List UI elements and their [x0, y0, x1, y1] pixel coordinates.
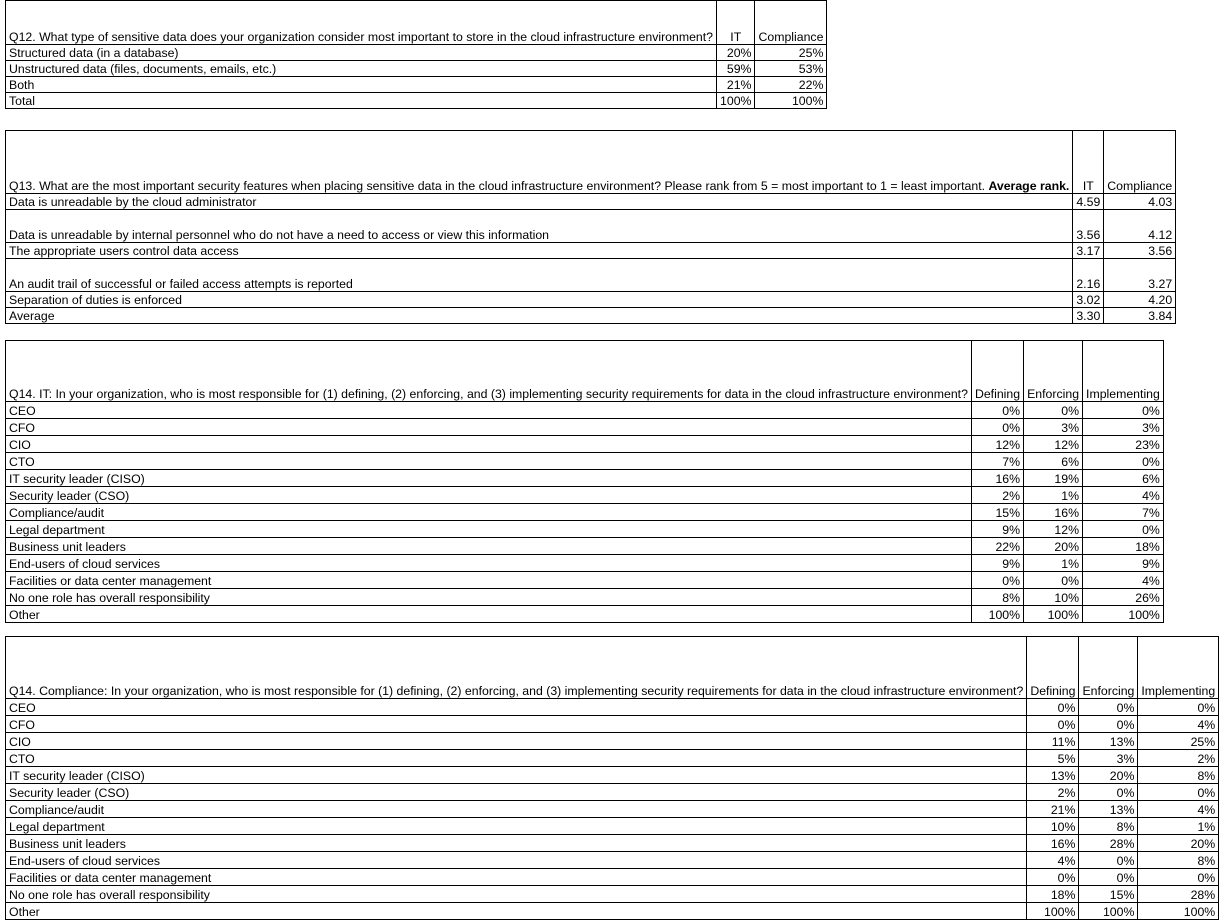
cell-value: 4%: [1138, 716, 1219, 733]
cell-value: 12%: [971, 436, 1023, 453]
table-row: [6, 784, 1219, 801]
table-row: [6, 767, 1219, 784]
row-label: Security leader (CSO): [6, 487, 972, 504]
row-label: CTO: [6, 453, 972, 470]
cell-value: 3.27: [1104, 259, 1176, 292]
cell-value: 0%: [971, 402, 1023, 419]
cell-value: 0%: [1083, 402, 1164, 419]
cell-value: 59%: [717, 61, 755, 77]
q13-question-bold: Average rank.: [988, 178, 1070, 193]
row-label: CIO: [6, 733, 1027, 750]
cell-value: 3%: [1079, 750, 1138, 767]
cell-value: 4%: [1083, 572, 1164, 589]
cell-value: 13%: [1027, 767, 1079, 784]
col-header-implementing: Implementing: [1138, 637, 1219, 699]
cell-value: 21%: [717, 77, 755, 93]
cell-value: 20%: [1079, 767, 1138, 784]
cell-value: 3.56: [1073, 210, 1104, 243]
cell-value: 9%: [971, 521, 1023, 538]
cell-value: 4.03: [1104, 194, 1176, 210]
table-row: [6, 61, 827, 77]
table-row: [6, 419, 1164, 436]
cell-value: 11%: [1027, 733, 1079, 750]
table-row: [6, 308, 1176, 324]
cell-value: 28%: [1079, 835, 1138, 852]
cell-value: 0%: [971, 572, 1023, 589]
row-label: Structured data (in a database): [6, 45, 717, 61]
table-row: [6, 45, 827, 61]
row-label: CEO: [6, 402, 972, 419]
cell-value: 3.17: [1073, 243, 1104, 259]
cell-value: 0%: [1027, 869, 1079, 886]
cell-value: 0%: [1079, 716, 1138, 733]
cell-value: 4%: [1138, 801, 1219, 818]
cell-value: 0%: [1079, 852, 1138, 869]
cell-value: 16%: [1027, 835, 1079, 852]
row-label: Unstructured data (files, documents, emails, etc.): [6, 61, 717, 77]
cell-value: 1%: [1024, 487, 1083, 504]
q14-compliance-header-row: [6, 637, 1219, 699]
cell-value: 28%: [1138, 886, 1219, 903]
cell-value: 25%: [755, 45, 827, 61]
row-label: Total: [6, 93, 717, 109]
cell-value: 20%: [717, 45, 755, 61]
table-row: [6, 589, 1164, 606]
row-label: No one role has overall responsibility: [6, 589, 972, 606]
table-row: [6, 572, 1164, 589]
row-label: Facilities or data center management: [6, 869, 1027, 886]
cell-value: 22%: [971, 538, 1023, 555]
cell-value: 18%: [1083, 538, 1164, 555]
row-label: End-users of cloud services: [6, 852, 1027, 869]
cell-value: 15%: [1079, 886, 1138, 903]
cell-value: 20%: [1138, 835, 1219, 852]
table-row: [6, 487, 1164, 504]
cell-value: 100%: [1079, 903, 1138, 920]
q12-table: [5, 0, 827, 109]
row-label: Legal department: [6, 818, 1027, 835]
cell-value: 25%: [1138, 733, 1219, 750]
row-label: Facilities or data center management: [6, 572, 972, 589]
cell-value: 100%: [1027, 903, 1079, 920]
cell-value: 2%: [1027, 784, 1079, 801]
cell-value: 8%: [1138, 767, 1219, 784]
row-label: Data is unreadable by internal personnel who do not have a need to access or view this information: [6, 210, 1073, 243]
cell-value: 7%: [971, 453, 1023, 470]
row-label: IT security leader (CISO): [6, 470, 972, 487]
cell-value: 53%: [755, 61, 827, 77]
cell-value: 100%: [717, 93, 755, 109]
cell-value: 100%: [1138, 903, 1219, 920]
q14-it-body: [6, 402, 1164, 623]
cell-value: 4%: [1083, 487, 1164, 504]
col-header-implementing: Implementing: [1083, 341, 1164, 402]
cell-value: 10%: [1024, 589, 1083, 606]
cell-value: 0%: [1083, 453, 1164, 470]
cell-value: 0%: [1079, 869, 1138, 886]
table-row: [6, 504, 1164, 521]
cell-value: 16%: [971, 470, 1023, 487]
row-label: End-users of cloud services: [6, 555, 972, 572]
table-row: [6, 903, 1219, 920]
table-row: [6, 733, 1219, 750]
cell-value: 23%: [1083, 436, 1164, 453]
cell-value: 0%: [1138, 869, 1219, 886]
cell-value: 9%: [971, 555, 1023, 572]
cell-value: 12%: [1024, 436, 1083, 453]
cell-value: 7%: [1083, 504, 1164, 521]
cell-value: 0%: [1024, 572, 1083, 589]
cell-value: 20%: [1024, 538, 1083, 555]
col-header-enforcing: Enforcing: [1024, 341, 1083, 402]
q14-it-header-row: [6, 341, 1164, 402]
cell-value: 4.12: [1104, 210, 1176, 243]
cell-value: 0%: [1027, 716, 1079, 733]
cell-value: 1%: [1024, 555, 1083, 572]
row-label: CEO: [6, 699, 1027, 716]
q14-it-question: Q14. IT: In your organization, who is most responsible for (1) defining, (2) enforcing, and (3) implementing security requirements for data in the cloud infrastructure environment?: [6, 341, 972, 402]
col-header-compliance: Compliance: [755, 1, 827, 45]
cell-value: 100%: [971, 606, 1023, 623]
table-row: [6, 818, 1219, 835]
row-label: Compliance/audit: [6, 801, 1027, 818]
cell-value: 0%: [1079, 699, 1138, 716]
cell-value: 1%: [1138, 818, 1219, 835]
row-label: Legal department: [6, 521, 972, 538]
cell-value: 3%: [1024, 419, 1083, 436]
cell-value: 16%: [1024, 504, 1083, 521]
cell-value: 2.16: [1073, 259, 1104, 292]
table-row: [6, 716, 1219, 733]
table-row: [6, 750, 1219, 767]
table-row: [6, 699, 1219, 716]
cell-value: 0%: [1027, 699, 1079, 716]
cell-value: 0%: [1079, 784, 1138, 801]
row-label: An audit trail of successful or failed access attempts is reported: [6, 259, 1073, 292]
cell-value: 12%: [1024, 521, 1083, 538]
cell-value: 15%: [971, 504, 1023, 521]
cell-value: 13%: [1079, 733, 1138, 750]
q12-header-row: [6, 1, 827, 45]
q12-question: Q12. What type of sensitive data does your organization consider most important to store in the cloud infrastructure environment?: [6, 1, 717, 45]
row-label: No one role has overall responsibility: [6, 886, 1027, 903]
table-row: [6, 886, 1219, 903]
cell-value: 22%: [755, 77, 827, 93]
row-label: Business unit leaders: [6, 835, 1027, 852]
cell-value: 5%: [1027, 750, 1079, 767]
table-row: [6, 521, 1164, 538]
row-label: Both: [6, 77, 717, 93]
cell-value: 0%: [1138, 784, 1219, 801]
table-row: [6, 436, 1164, 453]
table-row: [6, 555, 1164, 572]
q14-compliance-question: Q14. Compliance: In your organization, who is most responsible for (1) defining, (2) enforcing, and (3) implementing security requirements for data in the cloud infrastructure environment?: [6, 637, 1027, 699]
cell-value: 100%: [755, 93, 827, 109]
q13-question: [6, 131, 1073, 194]
cell-value: 21%: [1027, 801, 1079, 818]
table-row: [6, 243, 1176, 259]
table-row: [6, 93, 827, 109]
col-header-it: IT: [717, 1, 755, 45]
cell-value: 8%: [1138, 852, 1219, 869]
cell-value: 18%: [1027, 886, 1079, 903]
cell-value: 8%: [1079, 818, 1138, 835]
q13-header-row: [6, 131, 1176, 194]
row-label: Other: [6, 606, 972, 623]
row-label: IT security leader (CISO): [6, 767, 1027, 784]
cell-value: 9%: [1083, 555, 1164, 572]
cell-value: 6%: [1024, 453, 1083, 470]
cell-value: 0%: [971, 419, 1023, 436]
row-label: The appropriate users control data access: [6, 243, 1073, 259]
table-row: [6, 852, 1219, 869]
row-label: CFO: [6, 716, 1027, 733]
table-row: [6, 470, 1164, 487]
table-row: [6, 77, 827, 93]
table-row: [6, 259, 1176, 292]
cell-value: 4.59: [1073, 194, 1104, 210]
table-row: [6, 210, 1176, 243]
q14-compliance-table: [5, 636, 1219, 920]
table-row: [6, 292, 1176, 308]
q14-it-table: [5, 340, 1164, 623]
row-label: Security leader (CSO): [6, 784, 1027, 801]
row-label: Data is unreadable by the cloud administrator: [6, 194, 1073, 210]
cell-value: 3.84: [1104, 308, 1176, 324]
cell-value: 2%: [971, 487, 1023, 504]
cell-value: 6%: [1083, 470, 1164, 487]
cell-value: 26%: [1083, 589, 1164, 606]
cell-value: 10%: [1027, 818, 1079, 835]
cell-value: 0%: [1083, 521, 1164, 538]
col-header-it: IT: [1073, 131, 1104, 194]
cell-value: 3%: [1083, 419, 1164, 436]
row-label: Business unit leaders: [6, 538, 972, 555]
table-row: [6, 194, 1176, 210]
table-row: [6, 402, 1164, 419]
table-row: [6, 835, 1219, 852]
q14-compliance-body: [6, 699, 1219, 920]
cell-value: 4.20: [1104, 292, 1176, 308]
table-row: [6, 538, 1164, 555]
row-label: CTO: [6, 750, 1027, 767]
cell-value: 3.30: [1073, 308, 1104, 324]
cell-value: 19%: [1024, 470, 1083, 487]
table-row: [6, 801, 1219, 818]
cell-value: 8%: [971, 589, 1023, 606]
cell-value: 2%: [1138, 750, 1219, 767]
cell-value: 100%: [1083, 606, 1164, 623]
table-row: [6, 869, 1219, 886]
row-label: Compliance/audit: [6, 504, 972, 521]
row-label: Average: [6, 308, 1073, 324]
col-header-defining: Defining: [1027, 637, 1079, 699]
table-row: [6, 453, 1164, 470]
table-row: [6, 606, 1164, 623]
q13-table: [5, 130, 1176, 324]
cell-value: 4%: [1027, 852, 1079, 869]
cell-value: 0%: [1138, 699, 1219, 716]
cell-value: 13%: [1079, 801, 1138, 818]
q13-question-text: Q13. What are the most important security features when placing sensitive data in the cloud infrastructure environment? Please rank from 5 = most important to 1 = least important.: [9, 178, 989, 193]
col-header-defining: Defining: [971, 341, 1023, 402]
cell-value: 100%: [1024, 606, 1083, 623]
col-header-enforcing: Enforcing: [1079, 637, 1138, 699]
cell-value: 0%: [1024, 402, 1083, 419]
col-header-compliance: Compliance: [1104, 131, 1176, 194]
row-label: CFO: [6, 419, 972, 436]
row-label: CIO: [6, 436, 972, 453]
cell-value: 3.56: [1104, 243, 1176, 259]
row-label: Other: [6, 903, 1027, 920]
row-label: Separation of duties is enforced: [6, 292, 1073, 308]
cell-value: 3.02: [1073, 292, 1104, 308]
